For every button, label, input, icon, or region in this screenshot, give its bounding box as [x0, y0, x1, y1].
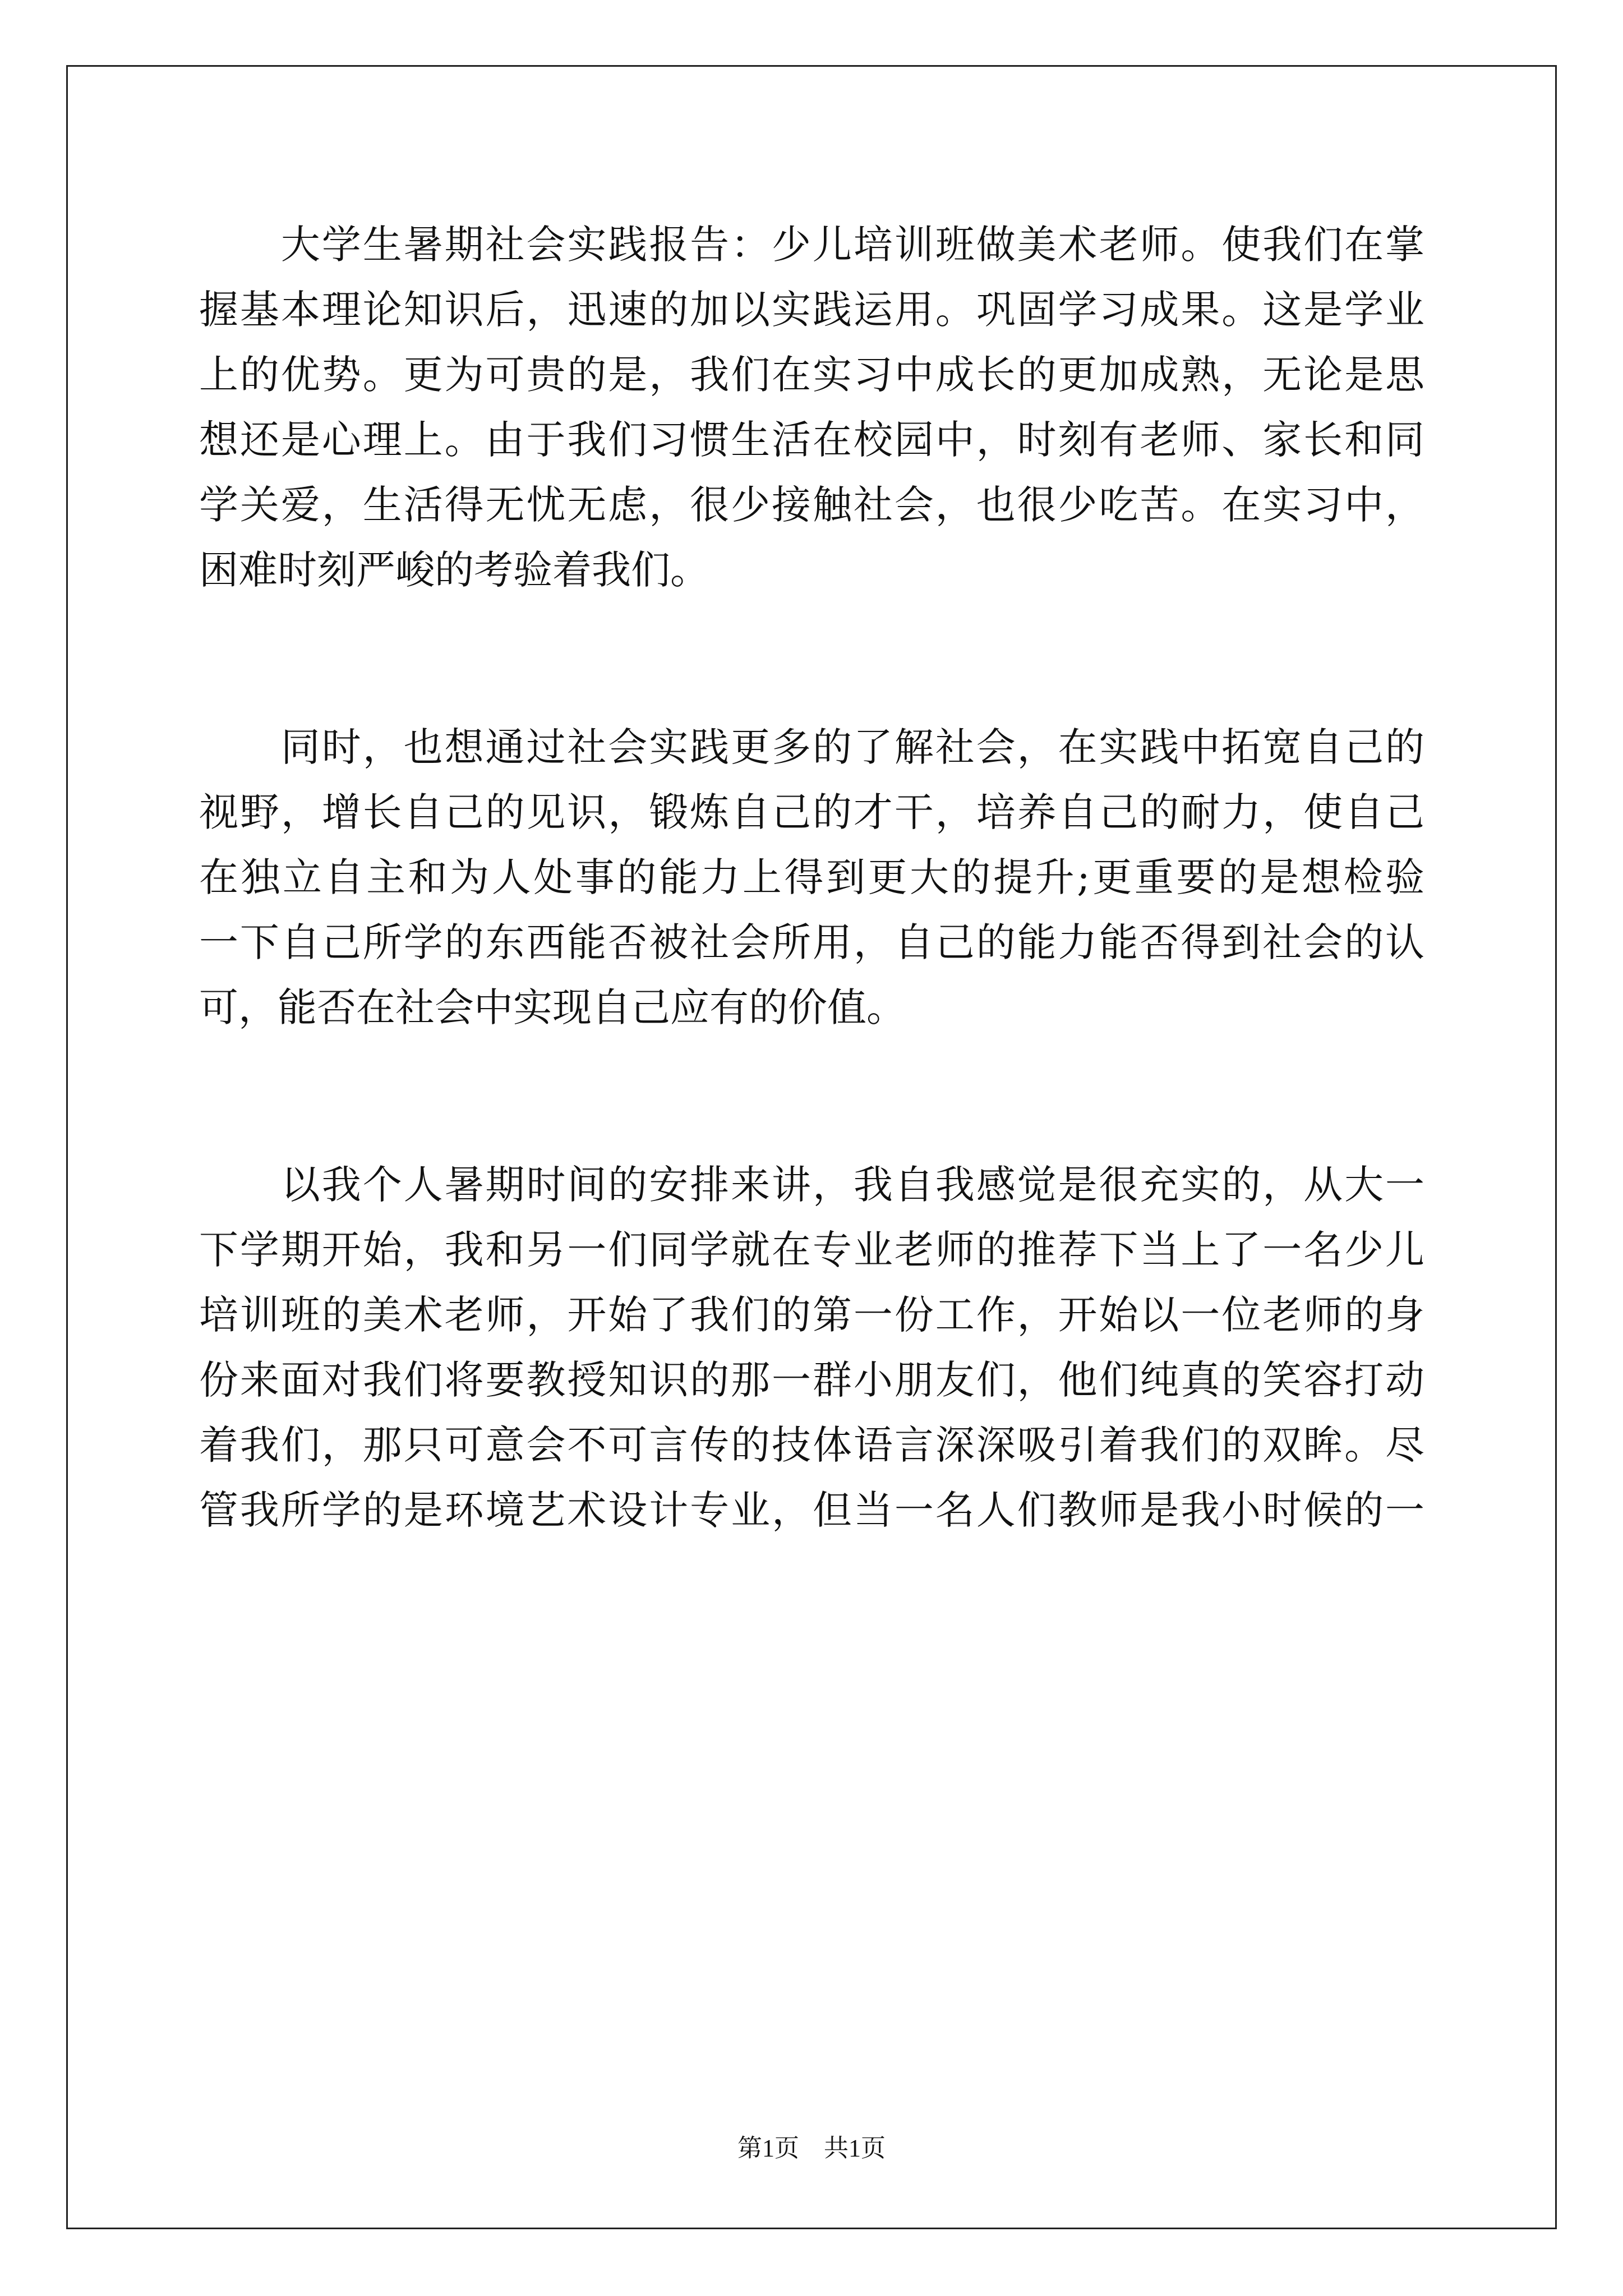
text-line: 下学期开始，我和另一们同学就在专业老师的推荐下当上了一名少儿 [199, 1227, 1424, 1273]
text-line: 着我们，那只可意会不可言传的技体语言深深吸引着我们的双眸。尽 [199, 1422, 1424, 1468]
paragraph-2 [199, 715, 1424, 1040]
text-line: 握基本理论知识后，迅速的加以实践运用。巩固学习成果。这是学业 [199, 287, 1424, 333]
document-body [199, 212, 1424, 1543]
text-line: 一下自己所学的东西能否被社会所用，自己的能力能否得到社会的认 [199, 919, 1424, 965]
text-line: 培训班的美术老师，开始了我们的第一份工作，开始以一位老师的身 [199, 1292, 1424, 1338]
text-line: 上的优势。更为可贵的是，我们在实习中成长的更加成熟，无论是思 [199, 352, 1424, 398]
paragraph-spacer [199, 1040, 1424, 1152]
text-line: 同时，也想通过社会实践更多的了解社会，在实践中拓宽自己的 [199, 724, 1424, 770]
text-line: 在独立自主和为人处事的能力上得到更大的提升;更重要的是想检验 [199, 854, 1424, 900]
text-line: 管我所学的是环境艺术设计专业，但当一名人们教师是我小时候的一 [199, 1487, 1424, 1533]
page-footer: 第1页 共1页 [737, 2134, 886, 2162]
text-line: 视野，增长自己的见识，锻炼自己的才干，培养自己的耐力，使自己 [199, 789, 1424, 835]
text-line: 困难时刻严峻的考验着我们。 [199, 547, 709, 593]
text-line: 以我个人暑期时间的安排来讲，我自我感觉是很充实的，从大一 [199, 1162, 1424, 1208]
text-line: 学关爱，生活得无忧无虑，很少接触社会，也很少吃苦。在实习中， [199, 482, 1424, 528]
text-line: 大学生暑期社会实践报告：少儿培训班做美术老师。使我们在掌 [199, 222, 1424, 268]
text-line: 份来面对我们将要教授知识的那一群小朋友们，他们纯真的笑容打动 [199, 1357, 1424, 1403]
paragraph-3 [199, 1152, 1424, 1543]
text-line: 可，能否在社会中实现自己应有的价值。 [199, 984, 906, 1030]
paragraph-1 [199, 212, 1424, 602]
text-line: 想还是心理上。由于我们习惯生活在校园中，时刻有老师、家长和同 [199, 417, 1424, 463]
paragraph-spacer [199, 602, 1424, 715]
